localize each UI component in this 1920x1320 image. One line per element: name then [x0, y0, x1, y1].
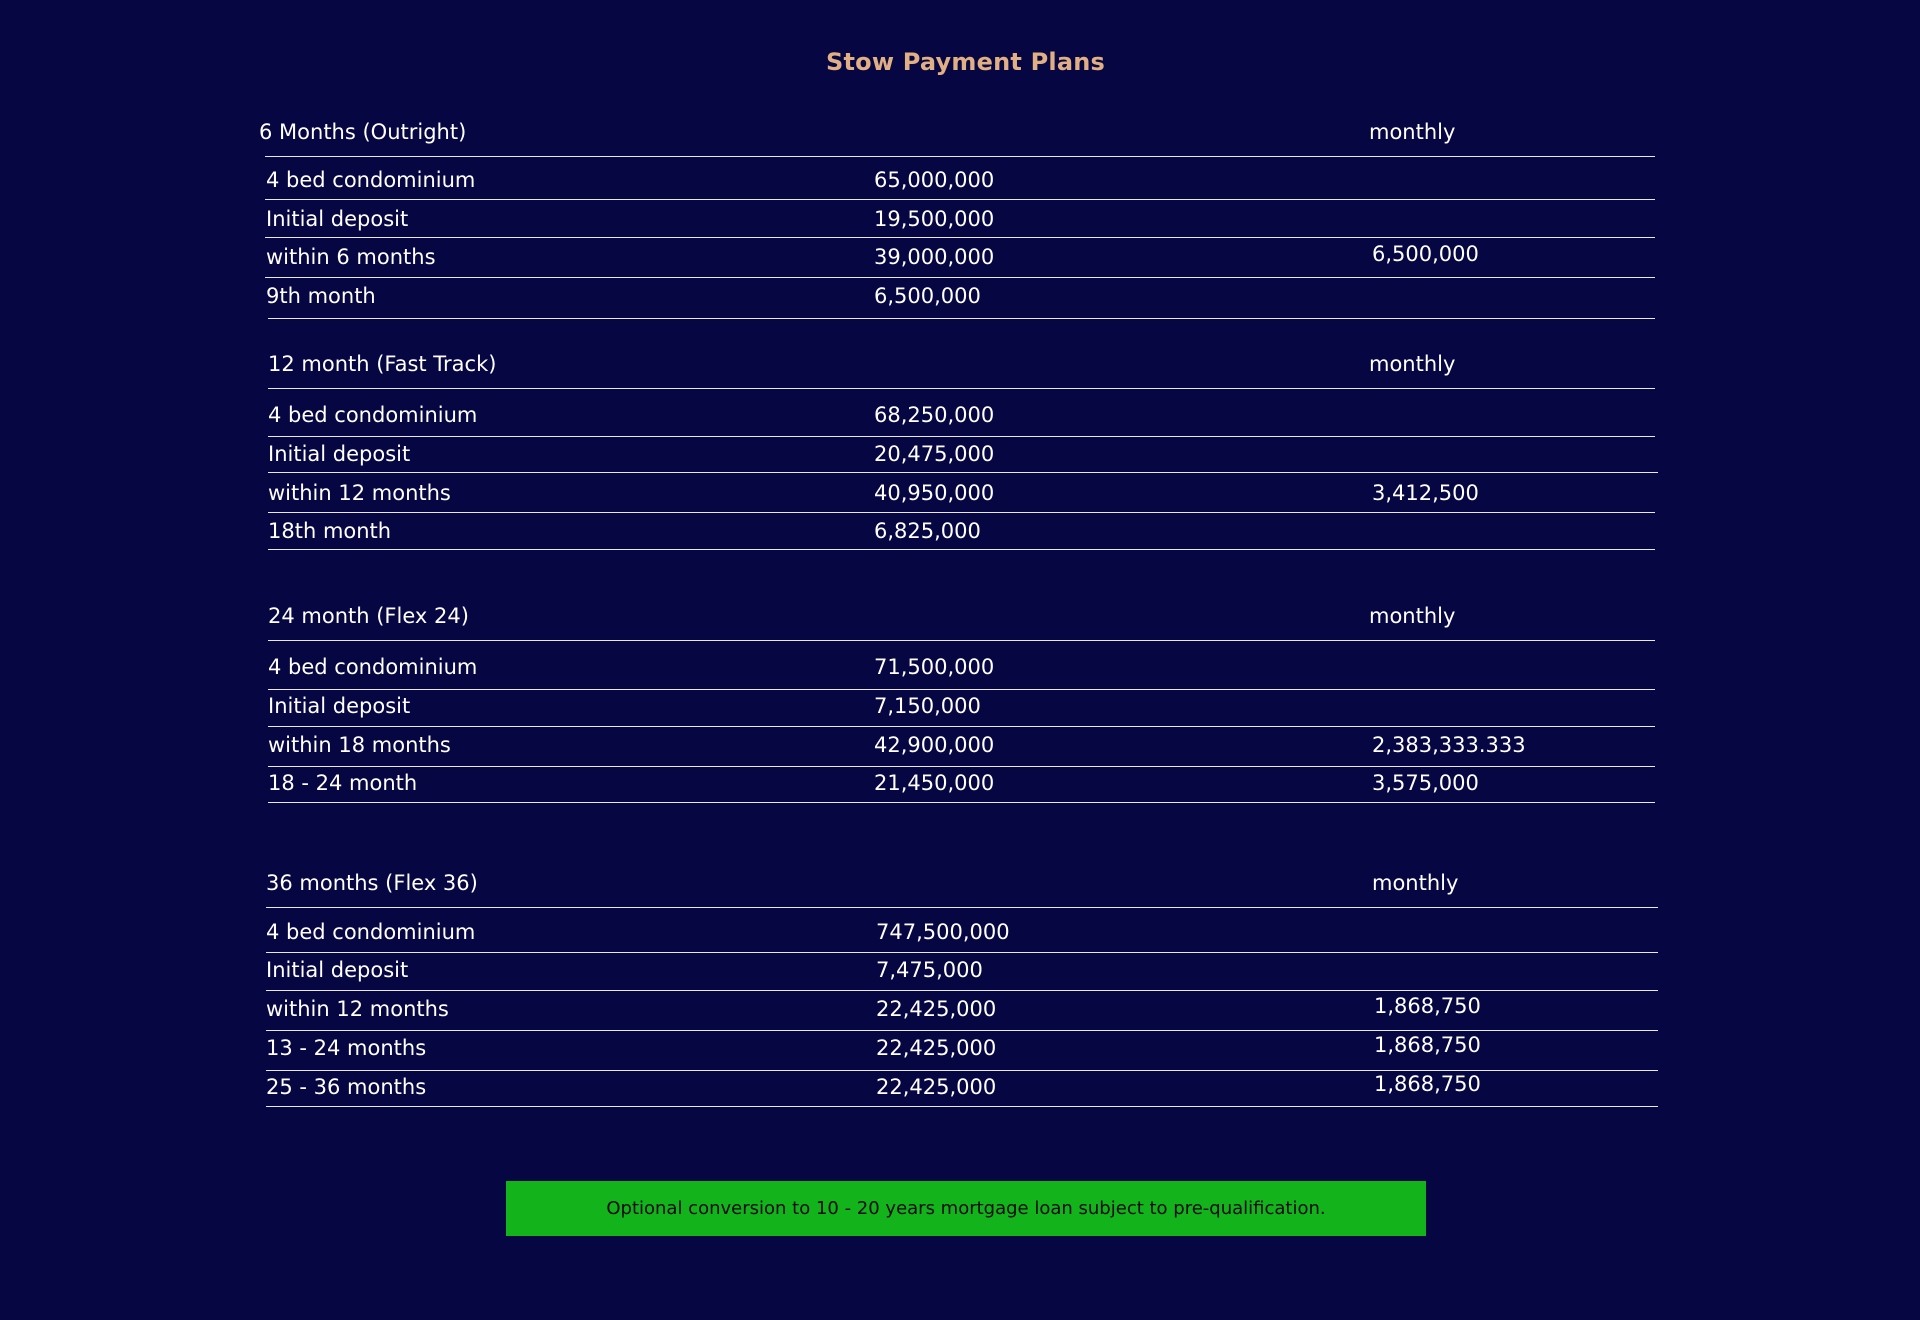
- divider: [268, 436, 1655, 437]
- row-label: 4 bed condominium: [266, 168, 476, 192]
- row-label: 4 bed condominium: [266, 920, 476, 944]
- table-row: [0, 1072, 1920, 1105]
- plan-header: [0, 120, 1920, 150]
- row-amount: 65,000,000: [874, 168, 995, 192]
- row-amount: 39,000,000: [874, 245, 995, 269]
- divider: [268, 549, 1655, 550]
- row-amount: 42,900,000: [874, 733, 995, 757]
- table-row: [0, 771, 1920, 801]
- divider: [265, 156, 1655, 157]
- plan-name: 6 Months (Outright): [259, 120, 467, 144]
- row-label: within 12 months: [266, 997, 449, 1021]
- divider: [268, 766, 1655, 767]
- row-monthly: 6,500,000: [1372, 242, 1479, 266]
- row-monthly: 2,383,333.333: [1372, 733, 1526, 757]
- row-label: 25 - 36 months: [266, 1075, 427, 1099]
- divider: [266, 990, 1658, 991]
- plan-header: [0, 352, 1920, 382]
- plan-header: [0, 604, 1920, 634]
- table-row: [0, 519, 1920, 549]
- row-amount: 6,825,000: [874, 519, 981, 543]
- row-label: Initial deposit: [268, 442, 411, 466]
- row-amount: 20,475,000: [874, 442, 995, 466]
- divider: [268, 472, 1658, 473]
- row-label: 9th month: [266, 284, 376, 308]
- row-amount: 22,425,000: [876, 997, 997, 1021]
- monthly-header: monthly: [1369, 120, 1456, 144]
- row-monthly: 3,575,000: [1372, 771, 1479, 795]
- table-row: [0, 442, 1920, 472]
- divider: [265, 237, 1655, 238]
- table-row: [0, 168, 1920, 198]
- table-row: [0, 694, 1920, 724]
- table-row: [0, 284, 1920, 314]
- divider: [268, 512, 1655, 513]
- row-amount: 6,500,000: [874, 284, 981, 308]
- row-amount: 71,500,000: [874, 655, 995, 679]
- table-row: [0, 207, 1920, 237]
- row-amount: 68,250,000: [874, 403, 995, 427]
- divider: [266, 1030, 1658, 1031]
- divider: [268, 318, 1655, 319]
- row-label: 18 - 24 month: [268, 771, 418, 795]
- row-monthly: 3,412,500: [1372, 481, 1479, 505]
- row-label: 4 bed condominium: [268, 655, 478, 679]
- row-monthly: 1,868,750: [1374, 1033, 1481, 1057]
- plan-name: 12 month (Fast Track): [268, 352, 497, 376]
- table-row: [0, 655, 1920, 685]
- divider: [268, 388, 1655, 389]
- divider: [268, 640, 1655, 641]
- divider: [268, 726, 1655, 727]
- row-label: within 6 months: [266, 245, 436, 269]
- monthly-header: monthly: [1372, 871, 1459, 895]
- row-label: Initial deposit: [268, 694, 411, 718]
- table-row: [0, 958, 1920, 988]
- row-label: Initial deposit: [266, 207, 409, 231]
- mortgage-note-banner: Optional conversion to 10 - 20 years mortgage loan subject to pre-qualification.: [506, 1181, 1426, 1236]
- row-amount: 40,950,000: [874, 481, 995, 505]
- table-row: [0, 481, 1920, 511]
- row-amount: 22,425,000: [876, 1036, 997, 1060]
- plan-name: 24 month (Flex 24): [268, 604, 469, 628]
- plan-header: [0, 871, 1920, 901]
- row-monthly: 1,868,750: [1374, 1072, 1481, 1096]
- table-row: [0, 1033, 1920, 1066]
- table-row: [0, 403, 1920, 433]
- divider: [265, 277, 1655, 278]
- table-row: [0, 920, 1920, 950]
- monthly-header: monthly: [1369, 352, 1456, 376]
- row-amount: 22,425,000: [876, 1075, 997, 1099]
- row-label: within 18 months: [268, 733, 451, 757]
- row-label: 4 bed condominium: [268, 403, 478, 427]
- row-amount: 7,475,000: [876, 958, 983, 982]
- table-row: [0, 242, 1920, 275]
- row-label: within 12 months: [268, 481, 451, 505]
- divider: [266, 907, 1658, 908]
- row-label: 13 - 24 months: [266, 1036, 427, 1060]
- row-label: 18th month: [268, 519, 392, 543]
- row-monthly: 1,868,750: [1374, 994, 1481, 1018]
- divider: [266, 952, 1658, 953]
- divider: [266, 1106, 1658, 1107]
- divider: [268, 802, 1655, 803]
- row-amount: 747,500,000: [876, 920, 1010, 944]
- table-row: [0, 733, 1920, 763]
- divider: [265, 199, 1655, 200]
- page-title: Stow Payment Plans: [825, 48, 1105, 76]
- row-amount: 19,500,000: [874, 207, 995, 231]
- row-amount: 21,450,000: [874, 771, 995, 795]
- divider: [266, 1070, 1658, 1071]
- table-row: [0, 994, 1920, 1027]
- plan-name: 36 months (Flex 36): [266, 871, 478, 895]
- row-amount: 7,150,000: [874, 694, 981, 718]
- row-label: Initial deposit: [266, 958, 409, 982]
- divider: [268, 689, 1655, 690]
- monthly-header: monthly: [1369, 604, 1456, 628]
